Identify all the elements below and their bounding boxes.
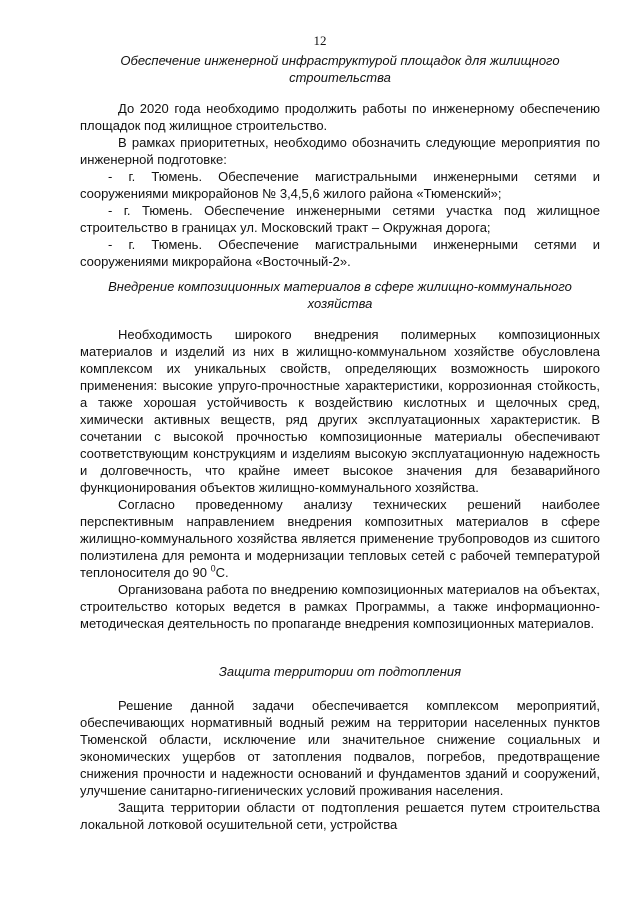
section-heading-infrastructure: Обеспечение инженерной инфраструктурой площадок для жилищного строительства xyxy=(120,53,560,85)
section-heading-composites: Внедрение композиционных материалов в сфере жилищно-коммунального хозяйства xyxy=(108,279,572,311)
degree-superscript: 0 xyxy=(210,563,216,574)
list-item: - г. Тюмень. Обеспечение магистральными инженерными сетями и сооружениями микрорайонов № 3,4,5,6 жилого района «Тюменский»; xyxy=(80,169,600,201)
paragraph-composites-work: Организована работа по внедрению композиционных материалов на объектах, строительство которых ведется в рамках Программы, а также информационно-методическая деятельность по пропаганде внедрения композиционных материалов. xyxy=(80,582,600,631)
paragraph-composites-analysis xyxy=(80,496,600,581)
section-flood-protection xyxy=(80,697,600,833)
paragraph-intro: До 2020 года необходимо продолжить работы по инженерному обеспечению площадок под жилищное строительство. xyxy=(80,101,600,133)
list-item: - г. Тюмень. Обеспечение магистральными инженерными сетями и сооружениями микрорайона «Восточный-2». xyxy=(80,237,600,269)
paragraph-composites-need: Необходимость широкого внедрения полимерных композиционных материалов и изделий из них в жилищно-коммунальном хозяйстве обусловлена комплексом их уникальных свойств, определяющих возможность широкого применения: высокие упруго-прочностные характеристики, коррозионная стойкость, а также хорошая устойчивость к воздействию кислотных и щелочных сред, химически активных веществ, ряд других эксплуатационных характеристик. В сочетании с высокой прочностью композиционные материалы обеспечивают соответствующим конструкциям и изделиям высокую эксплуатационную надежность и долговечность, что крайне имеет высокое значения для безаварийного функционирования объектов жилищно-коммунального хозяйства. xyxy=(80,327,600,495)
section-composites xyxy=(80,326,600,632)
analysis-text: Согласно проведенному анализу технических решений наиболее перспективным направлением внедрения композитных материалов в сфере жилищно-коммунального хозяйства является применение трубопроводов из сшитого полиэтилена для ремонта и модернизации тепловых сетей с рабочей температурой теплоносителя до 90 xyxy=(80,497,600,580)
section-heading-flood-protection: Защита территории от подтопления xyxy=(218,664,462,679)
paragraph-flood-solution: Защита территории области от подтопления решается путем строительства локальной лотковой осушительной сети, устройства xyxy=(80,800,600,832)
unit-text: С. xyxy=(215,565,229,580)
list-item: - г. Тюмень. Обеспечение инженерными сетями участка под жилищное строительство в границах ул. Московский тракт – Окружная дорога; xyxy=(80,203,600,235)
paragraph-priority: В рамках приоритетных, необходимо обозначить следующие мероприятия по инженерной подготовке: xyxy=(80,135,600,167)
page-number: 12 xyxy=(313,33,327,48)
section-infrastructure xyxy=(80,100,600,270)
paragraph-flood-measures: Решение данной задачи обеспечивается комплексом мероприятий, обеспечивающих нормативный водный режим на территории населенных пунктов Тюменской области, исключение или значительное снижение социальных и экономических ущербов от затопления подвалов, погребов, предотвращение снижения прочности и надежности оснований и фундаментов зданий и сооружений, улучшение санитарно-гигиенических условий проживания населения. xyxy=(80,698,600,798)
